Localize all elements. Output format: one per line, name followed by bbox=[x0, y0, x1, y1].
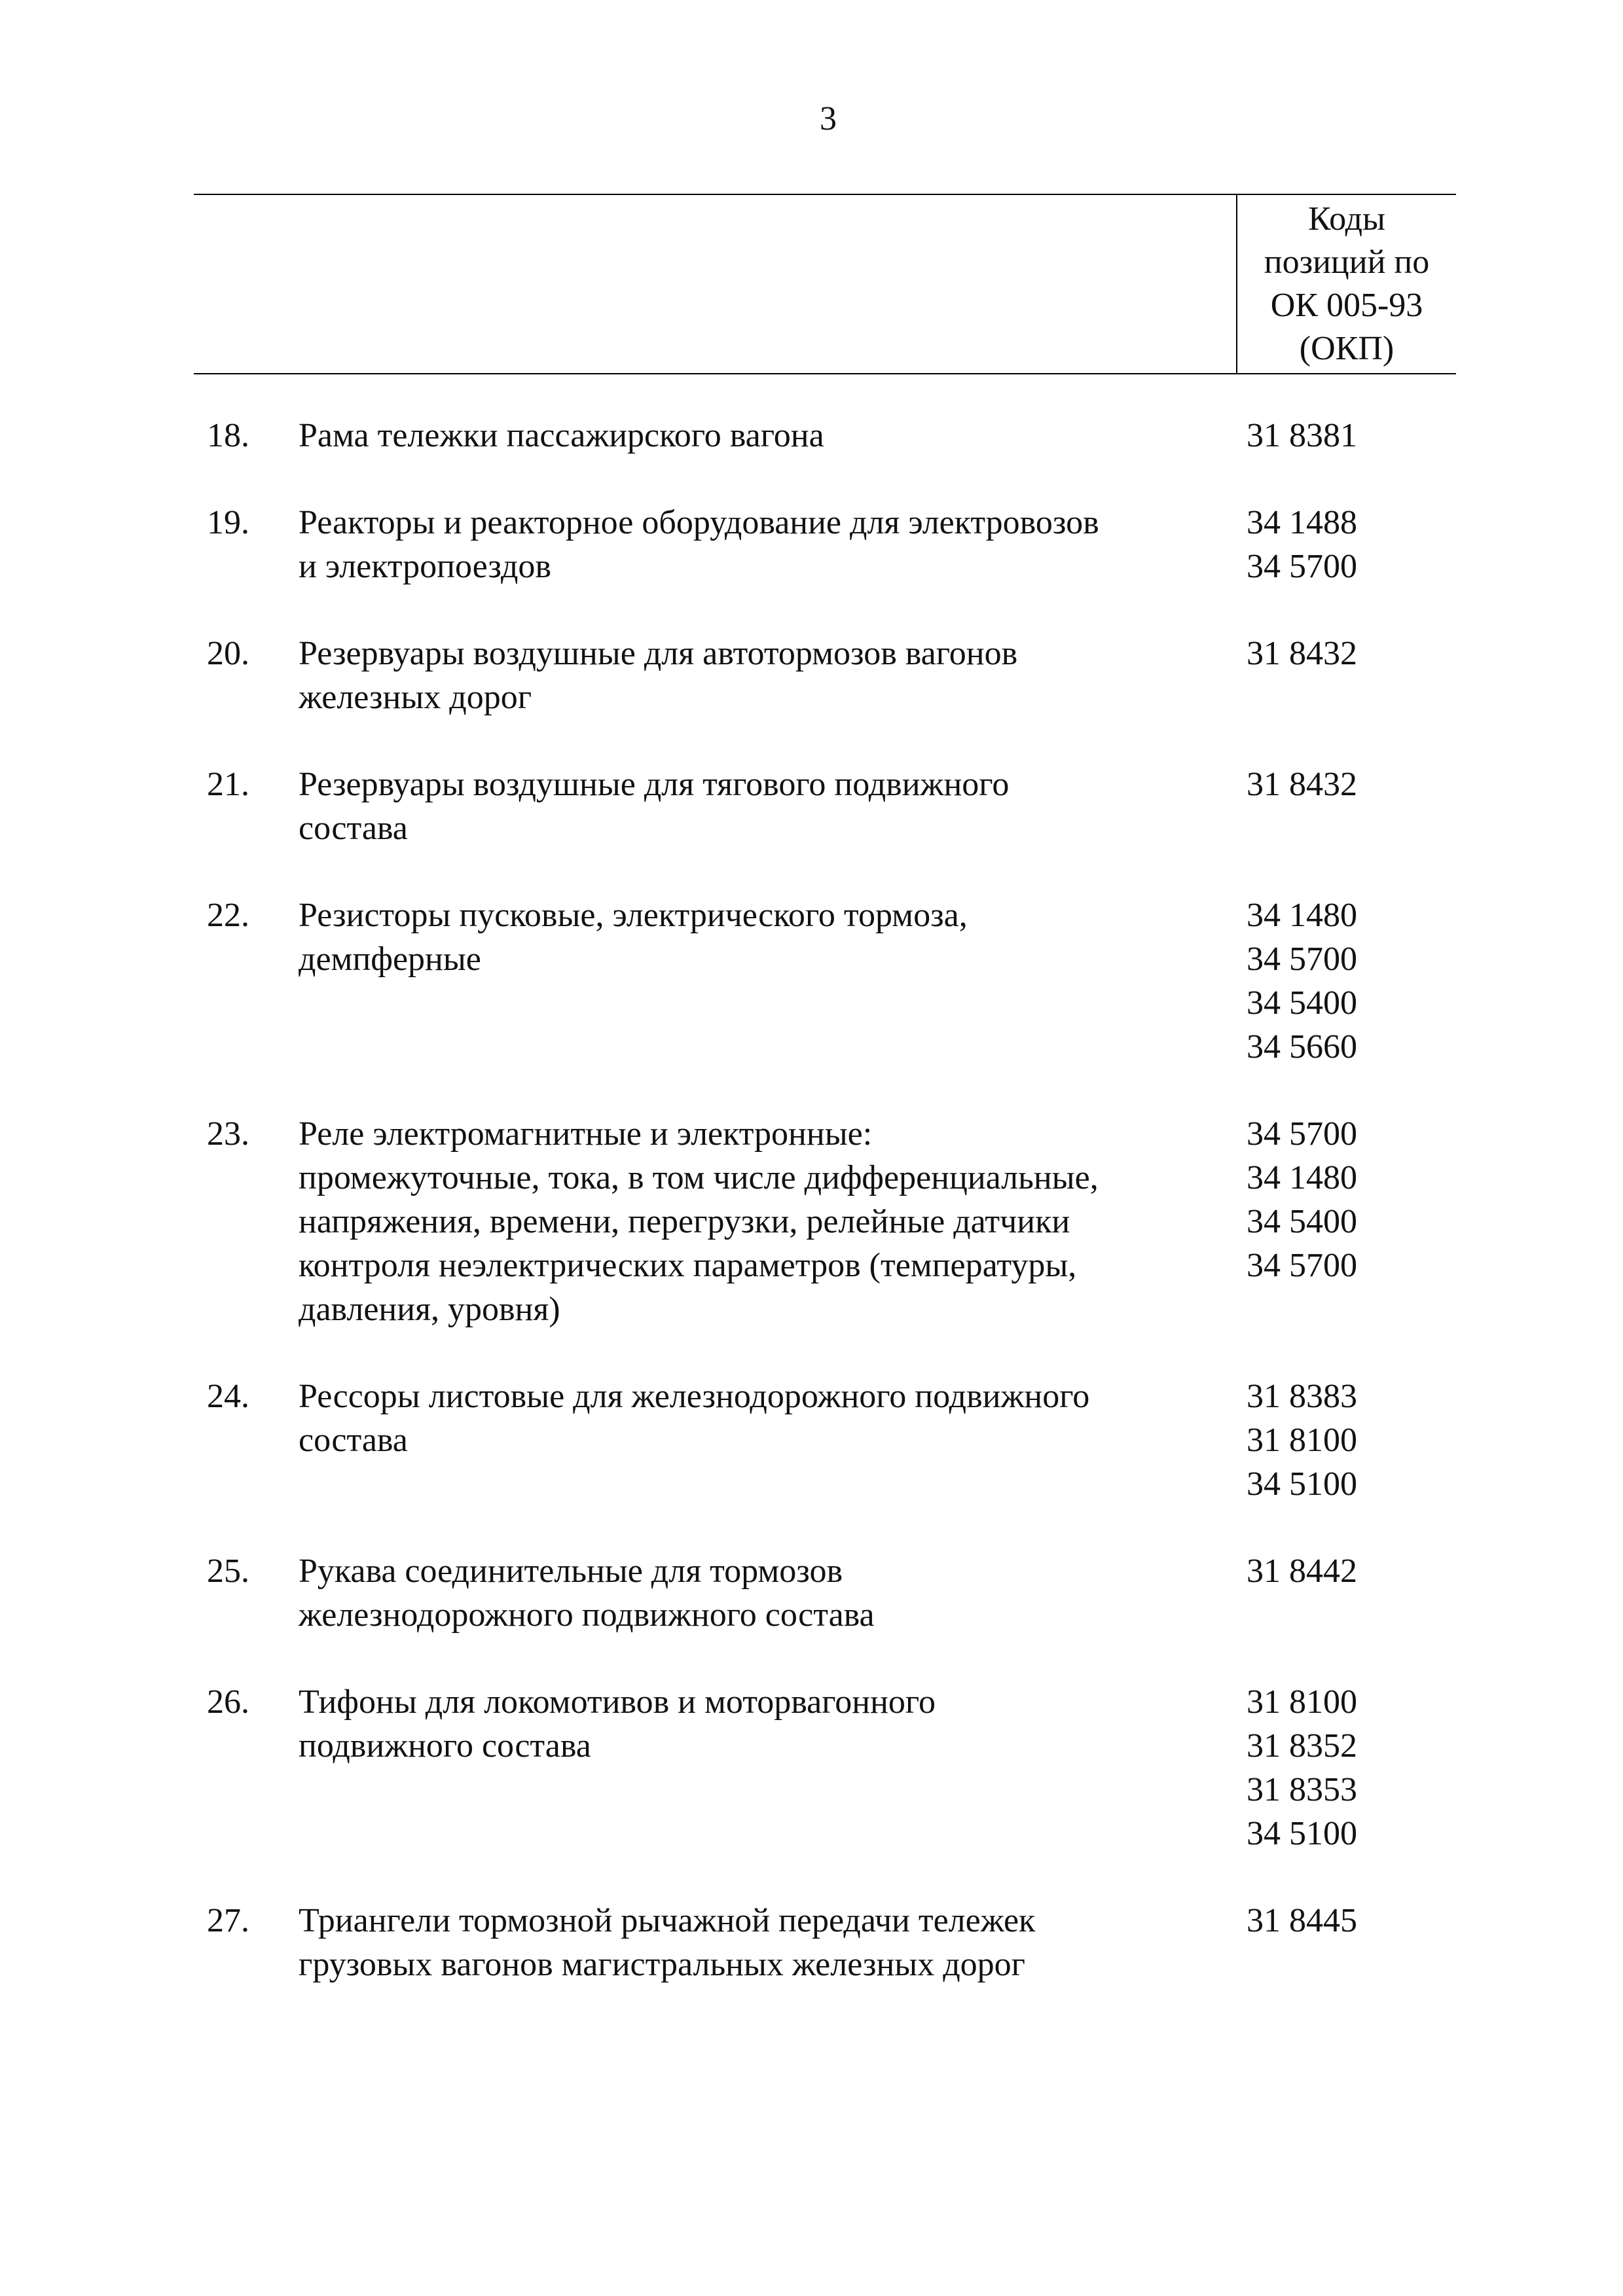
item-description-line: подвижного состава bbox=[299, 1727, 591, 1765]
item-description-line: промежуточные, тока, в том числе дифференциальные, bbox=[299, 1159, 1099, 1196]
okp-code: 34 1488 bbox=[1247, 504, 1357, 541]
item-number: 23. bbox=[207, 1115, 249, 1153]
page-number: 3 bbox=[820, 100, 837, 137]
okp-code: 34 5660 bbox=[1247, 1028, 1357, 1066]
list-item bbox=[0, 1549, 1623, 1637]
okp-code: 31 8381 bbox=[1247, 417, 1357, 454]
item-number: 19. bbox=[207, 504, 249, 541]
item-number: 26. bbox=[207, 1683, 249, 1721]
codes-heading-line: Коды bbox=[1308, 200, 1385, 238]
okp-code: 34 5700 bbox=[1247, 548, 1357, 585]
item-description-line: железнодорожного подвижного состава bbox=[299, 1596, 875, 1634]
okp-code: 31 8100 bbox=[1247, 1422, 1357, 1459]
item-description-line: напряжения, времени, перегрузки, релейные датчики bbox=[299, 1203, 1070, 1240]
item-number: 21. bbox=[207, 766, 249, 803]
item-number: 18. bbox=[207, 417, 249, 454]
item-description bbox=[299, 1899, 1215, 1986]
okp-code: 34 5100 bbox=[1247, 1815, 1357, 1852]
item-description-line: Резервуары воздушные для автотормозов вагонов bbox=[299, 635, 1018, 672]
okp-code: 34 5700 bbox=[1247, 1115, 1357, 1153]
list-item bbox=[0, 762, 1623, 850]
item-codes bbox=[1247, 1549, 1357, 1593]
okp-code: 34 5100 bbox=[1247, 1465, 1357, 1503]
codes-heading-line: ОК 005-93 bbox=[1270, 287, 1423, 324]
okp-code: 31 8432 bbox=[1247, 635, 1357, 672]
okp-code: 34 5400 bbox=[1247, 984, 1357, 1022]
item-description bbox=[299, 1112, 1215, 1331]
item-description-line: контроля неэлектрических параметров (температуры, bbox=[299, 1247, 1077, 1284]
item-number: 20. bbox=[207, 635, 249, 672]
okp-code: 31 8445 bbox=[1247, 1902, 1357, 1939]
item-description-line: демпферные bbox=[299, 941, 481, 978]
okp-code: 31 8100 bbox=[1247, 1683, 1357, 1721]
item-codes bbox=[1247, 414, 1357, 457]
item-codes bbox=[1247, 1680, 1357, 1856]
list-item bbox=[0, 414, 1623, 457]
item-description-line: Тифоны для локомотивов и моторвагонного bbox=[299, 1683, 936, 1721]
item-description bbox=[299, 893, 1215, 981]
okp-code: 31 8353 bbox=[1247, 1771, 1357, 1808]
okp-code: 31 8442 bbox=[1247, 1552, 1357, 1590]
item-codes bbox=[1247, 501, 1357, 588]
okp-code: 34 1480 bbox=[1247, 1159, 1357, 1196]
item-description-line: Резервуары воздушные для тягового подвижного bbox=[299, 766, 1010, 803]
item-description-line: давления, уровня) bbox=[299, 1291, 560, 1328]
list-item bbox=[0, 1374, 1623, 1506]
okp-code: 31 8352 bbox=[1247, 1727, 1357, 1765]
item-description bbox=[299, 632, 1215, 719]
item-description bbox=[299, 762, 1215, 850]
okp-code: 31 8432 bbox=[1247, 766, 1357, 803]
okp-code: 34 5700 bbox=[1247, 941, 1357, 978]
list-item bbox=[0, 1899, 1623, 1986]
list-item bbox=[0, 632, 1623, 719]
item-description-line: состава bbox=[299, 810, 408, 847]
item-description-line: Рукава соединительные для тормозов bbox=[299, 1552, 843, 1590]
item-description-line: железных дорог bbox=[299, 679, 532, 716]
item-description-line: Резисторы пусковые, электрического тормоза, bbox=[299, 897, 968, 934]
item-codes bbox=[1247, 632, 1357, 675]
item-codes bbox=[1247, 1374, 1357, 1506]
list-item bbox=[0, 1112, 1623, 1331]
okp-code: 34 5400 bbox=[1247, 1203, 1357, 1240]
item-number: 24. bbox=[207, 1378, 249, 1415]
item-description-line: Рама тележки пассажирского вагона bbox=[299, 417, 824, 454]
item-description-line: состава bbox=[299, 1422, 408, 1459]
codes-heading-line: позиций по bbox=[1264, 243, 1430, 281]
item-description-line: Реакторы и реакторное оборудование для электровозов bbox=[299, 504, 1099, 541]
item-description-line: и электропоездов bbox=[299, 548, 551, 585]
item-description-line: Реле электромагнитные и электронные: bbox=[299, 1115, 873, 1153]
item-codes bbox=[1247, 1112, 1357, 1287]
item-description bbox=[299, 1374, 1215, 1462]
item-description bbox=[299, 1549, 1215, 1637]
okp-code: 34 1480 bbox=[1247, 897, 1357, 934]
list-item bbox=[0, 1680, 1623, 1856]
items-list bbox=[0, 414, 1623, 2030]
item-number: 25. bbox=[207, 1552, 249, 1590]
list-item bbox=[0, 501, 1623, 588]
item-description-line: Триангели тормозной рычажной передачи тележек bbox=[299, 1902, 1036, 1939]
okp-code: 34 5700 bbox=[1247, 1247, 1357, 1284]
codes-heading-line: (ОКП) bbox=[1299, 330, 1395, 367]
table-header bbox=[194, 194, 1456, 374]
list-item bbox=[0, 893, 1623, 1069]
item-description-line: грузовых вагонов магистральных железных дорог bbox=[299, 1946, 1026, 1983]
item-description bbox=[299, 501, 1215, 588]
okp-code: 31 8383 bbox=[1247, 1378, 1357, 1415]
item-description bbox=[299, 414, 1215, 457]
item-codes bbox=[1247, 893, 1357, 1069]
item-codes bbox=[1247, 1899, 1357, 1943]
item-number: 27. bbox=[207, 1902, 249, 1939]
item-codes bbox=[1247, 762, 1357, 806]
item-number: 22. bbox=[207, 897, 249, 934]
codes-column-heading bbox=[1237, 195, 1456, 373]
item-description bbox=[299, 1680, 1215, 1768]
item-description-line: Рессоры листовые для железнодорожного подвижного bbox=[299, 1378, 1090, 1415]
